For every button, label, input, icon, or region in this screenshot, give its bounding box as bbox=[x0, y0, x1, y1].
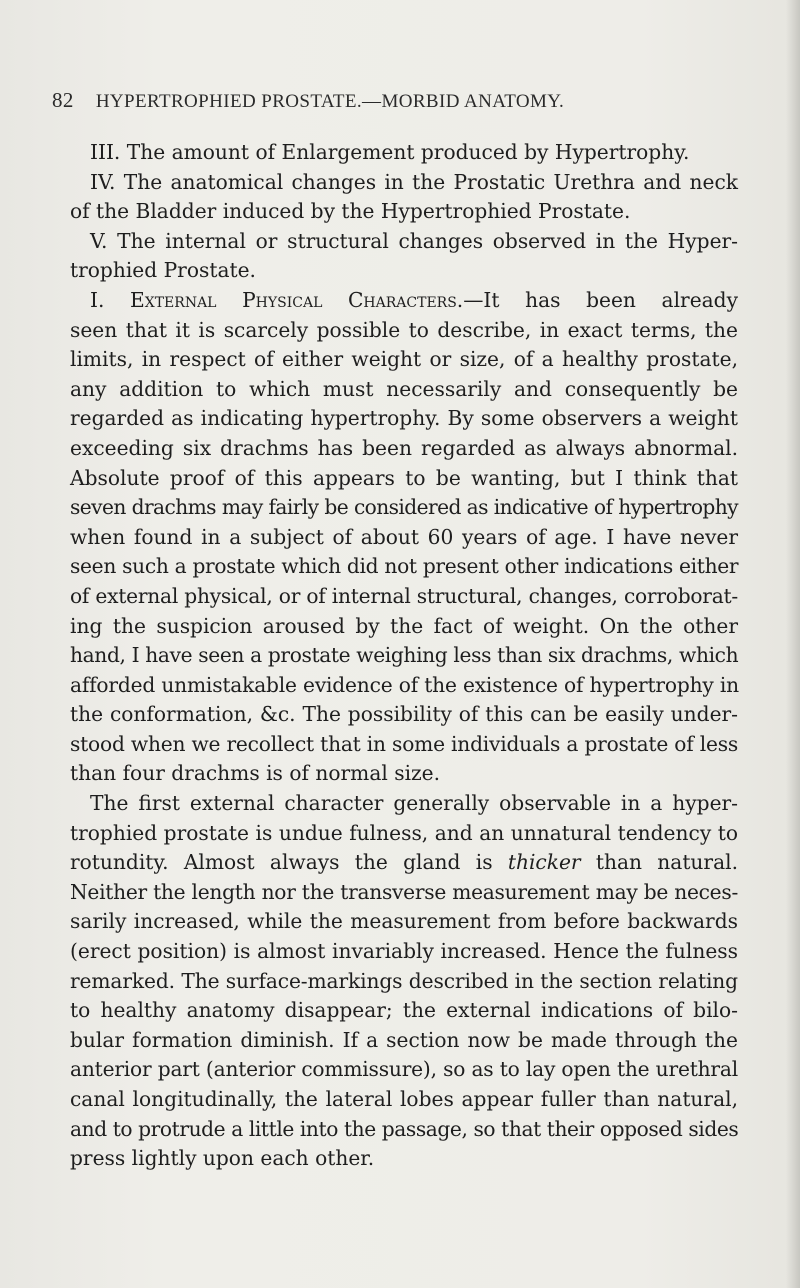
text-line bbox=[70, 552, 738, 582]
text-line bbox=[70, 700, 738, 730]
text-line bbox=[70, 907, 738, 937]
text-line bbox=[70, 1026, 738, 1056]
line-text: afforded unmistakable evidence of the existence of hypertrophy in bbox=[70, 672, 739, 697]
line-text: V. The internal or structural changes observed in the Hyper- bbox=[90, 228, 738, 253]
line-text: anterior part (anterior commissure), so as to lay open the urethral bbox=[70, 1057, 738, 1082]
text-line bbox=[70, 612, 738, 642]
body-text bbox=[70, 138, 738, 1174]
line-text: to healthy anatomy disappear; the external indications of bilo- bbox=[70, 998, 738, 1023]
line-text: (erect position) is almost invariably increased. Hence the fulness bbox=[70, 939, 738, 964]
line-text: I. bbox=[90, 287, 131, 312]
line-text-rest: —It has been already bbox=[463, 287, 738, 312]
page-number: 82 bbox=[52, 88, 74, 112]
text-line bbox=[70, 375, 738, 405]
line-text: than four drachms is of normal size. bbox=[70, 761, 441, 786]
line-text: sarily increased, while the measurement from before backwards bbox=[70, 909, 738, 934]
running-head bbox=[52, 88, 752, 113]
text-line bbox=[70, 345, 738, 375]
page-edge-shadow bbox=[786, 0, 800, 1288]
text-line bbox=[70, 523, 738, 553]
text-line bbox=[70, 789, 738, 819]
text-line bbox=[70, 1115, 738, 1145]
line-text: ing the suspicion aroused by the fact of weight. On the other bbox=[70, 613, 738, 638]
line-text: IV. The anatomical changes in the Prostatic Urethra and neck bbox=[90, 169, 738, 194]
text-line bbox=[70, 641, 738, 671]
line-text: canal longitudinally, the lateral lobes appear fuller than natural, bbox=[70, 1087, 738, 1111]
line-text: hand, I have seen a prostate weighing less than six drachms, which bbox=[70, 643, 739, 668]
line-text: press lightly upon each other. bbox=[70, 1146, 375, 1171]
text-line bbox=[70, 316, 738, 346]
emphasis: thicker bbox=[507, 850, 581, 875]
line-text: and to protrude a little into the passage, so that their opposed sides bbox=[70, 1116, 739, 1141]
line-text: trophied prostate is undue fulness, and an unnatural tendency to bbox=[70, 820, 738, 845]
text-line bbox=[70, 996, 738, 1026]
line-text: limits, in respect of either weight or size, of a healthy prostate, bbox=[70, 347, 738, 372]
text-line bbox=[70, 937, 738, 967]
line-text-rest: than natural. bbox=[580, 850, 738, 875]
line-text: Absolute proof of this appears to be wanting, but I think that bbox=[70, 465, 738, 490]
text-line bbox=[70, 1085, 738, 1115]
line-text: regarded as indicating hypertrophy. By some observers a weight bbox=[70, 406, 738, 431]
line-text: The first external character generally observable in a hyper- bbox=[90, 791, 738, 816]
text-line bbox=[70, 1144, 738, 1174]
text-line bbox=[70, 286, 738, 316]
text-line bbox=[70, 878, 738, 908]
line-text: any addition to which must necessarily and consequently be bbox=[70, 376, 738, 401]
line-text: when found in a subject of about 60 years of age. I have never bbox=[70, 524, 738, 549]
text-line bbox=[70, 227, 738, 257]
text-line bbox=[70, 848, 738, 878]
line-text: bular formation diminish. If a section now be made through the bbox=[70, 1027, 738, 1052]
text-line bbox=[70, 1055, 738, 1085]
text-line bbox=[70, 434, 738, 464]
running-head-title: HYPERTROPHIED PROSTATE.—MORBID ANATOMY. bbox=[95, 91, 565, 112]
line-text: of the Bladder induced by the Hypertrophied Prostate. bbox=[70, 199, 631, 224]
text-line bbox=[70, 404, 738, 434]
line-text: Neither the length nor the transverse measurement may be neces- bbox=[70, 879, 738, 904]
line-text: seven drachms may fairly be considered as indicative of hypertrophy bbox=[70, 495, 738, 520]
text-line bbox=[70, 197, 738, 227]
text-line bbox=[70, 582, 738, 612]
line-text: the conformation, &c. The possibility of this can be easily under- bbox=[70, 702, 738, 727]
section-heading: External Physical Characters. bbox=[130, 287, 464, 312]
line-text: III. The amount of Enlargement produced by Hypertrophy. bbox=[90, 140, 690, 164]
line-text: stood when we recollect that in some individuals a prostate of less bbox=[70, 731, 738, 756]
text-line bbox=[70, 730, 738, 760]
line-text: remarked. The surface-markings described in the section relating bbox=[70, 968, 738, 993]
text-line bbox=[70, 464, 738, 494]
text-line bbox=[70, 256, 738, 286]
text-line bbox=[70, 967, 738, 997]
text-line bbox=[70, 819, 738, 849]
line-text: seen such a prostate which did not present other indications either bbox=[70, 554, 739, 579]
line-text: seen that it is scarcely possible to describe, in exact terms, the bbox=[70, 317, 738, 342]
text-line bbox=[70, 168, 738, 198]
line-text: trophied Prostate. bbox=[70, 258, 256, 283]
text-line bbox=[70, 138, 738, 168]
line-text: rotundity. Almost always the gland is bbox=[70, 850, 508, 875]
text-line bbox=[70, 671, 738, 701]
text-line bbox=[70, 493, 738, 523]
line-text: of external physical, or of internal structural, changes, corroborat- bbox=[70, 583, 738, 608]
text-line bbox=[70, 759, 738, 789]
line-text: exceeding six drachms has been regarded as always abnormal. bbox=[70, 435, 738, 460]
